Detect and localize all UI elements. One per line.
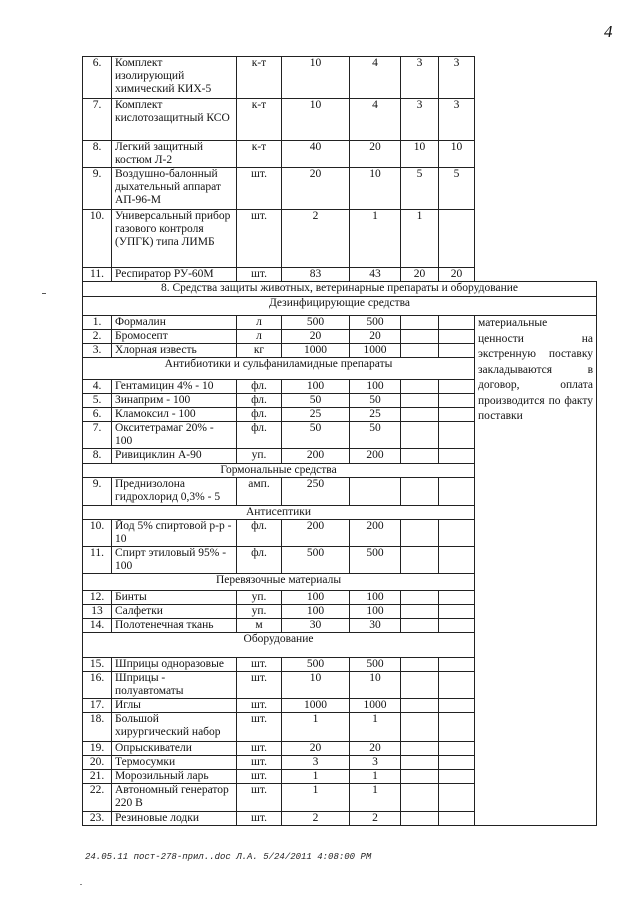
quantity-1: 30 <box>282 619 350 633</box>
document-footer: 24.05.11 пост-278-прил..doc Л.А. 5/24/2011 4:08:00 PM <box>85 852 372 862</box>
row-number: 9. <box>83 478 112 506</box>
unit: шт. <box>237 672 282 699</box>
quantity-1: 3 <box>282 756 350 770</box>
item-name: Иглы <box>112 699 237 713</box>
quantity-2: 1000 <box>350 344 401 358</box>
quantity-2: 1 <box>350 770 401 784</box>
quantity-3: 20 <box>401 268 439 282</box>
table-row <box>83 168 597 210</box>
row-number: 7. <box>83 99 112 141</box>
unit: фл. <box>237 380 282 394</box>
table-body <box>83 57 597 826</box>
quantity-1: 500 <box>282 658 350 672</box>
unit: шт. <box>237 784 282 812</box>
quantity-2: 1 <box>350 210 401 268</box>
quantity-1: 500 <box>282 316 350 330</box>
quantity-2: 100 <box>350 605 401 619</box>
quantity-1: 10 <box>282 99 350 141</box>
subsection-title: Дезинфицирующие средства <box>83 297 597 316</box>
row-number: 5. <box>83 394 112 408</box>
quantity-3 <box>401 742 439 756</box>
unit: шт. <box>237 742 282 756</box>
row-number: 20. <box>83 756 112 770</box>
quantity-4 <box>439 713 475 742</box>
quantity-4 <box>439 699 475 713</box>
row-number: 6. <box>83 408 112 422</box>
quantity-1: 1000 <box>282 699 350 713</box>
item-name: Комплект кислотозащитный КСО <box>112 99 237 141</box>
quantity-4 <box>439 672 475 699</box>
item-name: Окситетрамаг 20% - 100 <box>112 422 237 449</box>
quantity-3 <box>401 380 439 394</box>
quantity-3: 3 <box>401 57 439 99</box>
quantity-1: 1 <box>282 713 350 742</box>
quantity-3 <box>401 591 439 605</box>
row-number: 7. <box>83 422 112 449</box>
quantity-4 <box>439 756 475 770</box>
table-row <box>83 141 597 168</box>
quantity-2: 100 <box>350 380 401 394</box>
quantity-2: 43 <box>350 268 401 282</box>
quantity-1: 200 <box>282 520 350 547</box>
quantity-4: 3 <box>439 99 475 141</box>
quantity-4 <box>439 619 475 633</box>
row-number: 11. <box>83 547 112 574</box>
quantity-2: 1 <box>350 713 401 742</box>
scan-speck <box>80 884 82 885</box>
unit: фл. <box>237 408 282 422</box>
row-number: 22. <box>83 784 112 812</box>
subsection-title: Антибиотики и сульфаниламидные препараты <box>83 358 475 380</box>
quantity-1: 250 <box>282 478 350 506</box>
quantity-4 <box>439 658 475 672</box>
quantity-1: 200 <box>282 449 350 464</box>
quantity-1: 500 <box>282 547 350 574</box>
item-name: Ривициклин А-90 <box>112 449 237 464</box>
quantity-4: 5 <box>439 168 475 210</box>
item-name: Гентамицин 4% - 10 <box>112 380 237 394</box>
row-number: 8. <box>83 449 112 464</box>
quantity-4 <box>439 812 475 826</box>
item-name: Респиратор РУ-60М <box>112 268 237 282</box>
row-number: 1. <box>83 316 112 330</box>
item-name: Легкий защитный костюм Л-2 <box>112 141 237 168</box>
quantity-2: 4 <box>350 57 401 99</box>
item-name: Зинаприм - 100 <box>112 394 237 408</box>
table-row <box>83 316 597 330</box>
quantity-3 <box>401 330 439 344</box>
unit: фл. <box>237 394 282 408</box>
quantity-4 <box>439 344 475 358</box>
quantity-3 <box>401 394 439 408</box>
quantity-3 <box>401 784 439 812</box>
quantity-2: 2 <box>350 812 401 826</box>
empty-margin <box>475 141 597 168</box>
quantity-2: 4 <box>350 99 401 141</box>
unit: шт. <box>237 210 282 268</box>
unit: шт. <box>237 699 282 713</box>
quantity-3: 5 <box>401 168 439 210</box>
quantity-4 <box>439 478 475 506</box>
quantity-2: 20 <box>350 330 401 344</box>
empty-margin <box>475 210 597 268</box>
unit: к-т <box>237 141 282 168</box>
quantity-4 <box>439 605 475 619</box>
item-name: Формалин <box>112 316 237 330</box>
item-name: Воздушно-балонный дыхательный аппарат АП-96-М <box>112 168 237 210</box>
item-name: Универсальный прибор газового контроля (УПГК) типа ЛИМБ <box>112 210 237 268</box>
empty-margin <box>475 57 597 99</box>
quantity-2: 1000 <box>350 699 401 713</box>
quantity-1: 40 <box>282 141 350 168</box>
quantity-3 <box>401 699 439 713</box>
item-name: Полотенечная ткань <box>112 619 237 633</box>
row-number: 2. <box>83 330 112 344</box>
quantity-3 <box>401 770 439 784</box>
row-number: 18. <box>83 713 112 742</box>
quantity-1: 25 <box>282 408 350 422</box>
row-number: 16. <box>83 672 112 699</box>
quantity-2: 30 <box>350 619 401 633</box>
subsection-title: Оборудование <box>83 633 475 658</box>
quantity-1: 10 <box>282 57 350 99</box>
item-name: Автономный генератор 220 В <box>112 784 237 812</box>
subsection-title: Гормональные средства <box>83 464 475 478</box>
quantity-2 <box>350 478 401 506</box>
quantity-4 <box>439 422 475 449</box>
quantity-2: 20 <box>350 742 401 756</box>
unit: л <box>237 330 282 344</box>
quantity-1: 1000 <box>282 344 350 358</box>
unit: шт. <box>237 812 282 826</box>
quantity-2: 10 <box>350 672 401 699</box>
quantity-4 <box>439 408 475 422</box>
item-name: Спирт этиловый 95% - 100 <box>112 547 237 574</box>
quantity-3 <box>401 478 439 506</box>
row-number: 6. <box>83 57 112 99</box>
quantity-3: 10 <box>401 141 439 168</box>
quantity-2: 50 <box>350 394 401 408</box>
subsection-title: Антисептики <box>83 506 475 520</box>
quantity-4 <box>439 770 475 784</box>
unit: фл. <box>237 547 282 574</box>
item-name: Преднизолона гидрохлорид 0,3% - 5 <box>112 478 237 506</box>
quantity-1: 20 <box>282 330 350 344</box>
table-row <box>83 210 597 268</box>
row-number: 4. <box>83 380 112 394</box>
table-row <box>83 99 597 141</box>
quantity-1: 100 <box>282 591 350 605</box>
quantity-1: 100 <box>282 380 350 394</box>
quantity-4 <box>439 520 475 547</box>
empty-margin <box>475 168 597 210</box>
unit: шт. <box>237 168 282 210</box>
row-number: 14. <box>83 619 112 633</box>
item-name: Шприцы - полуавтоматы <box>112 672 237 699</box>
quantity-2: 3 <box>350 756 401 770</box>
quantity-1: 10 <box>282 672 350 699</box>
row-number: 19. <box>83 742 112 756</box>
quantity-2: 20 <box>350 141 401 168</box>
quantity-4 <box>439 742 475 756</box>
row-number: 13 <box>83 605 112 619</box>
unit: амп. <box>237 478 282 506</box>
row-number: 11. <box>83 268 112 282</box>
quantity-3 <box>401 408 439 422</box>
quantity-2: 500 <box>350 547 401 574</box>
item-name: Резиновые лодки <box>112 812 237 826</box>
quantity-1: 2 <box>282 812 350 826</box>
quantity-3 <box>401 547 439 574</box>
subsection-title: Перевязочные материалы <box>83 574 475 591</box>
quantity-4 <box>439 316 475 330</box>
unit: шт. <box>237 713 282 742</box>
quantity-4 <box>439 380 475 394</box>
quantity-2: 25 <box>350 408 401 422</box>
item-name: Шприцы одноразовые <box>112 658 237 672</box>
delivery-note: материальные ценности на экстренную поставку закладываются в договор, оплата производится по факту поставки <box>475 316 597 826</box>
section-row <box>83 282 597 297</box>
quantity-3 <box>401 449 439 464</box>
item-name: Хлорная известь <box>112 344 237 358</box>
item-name: Морозильный ларь <box>112 770 237 784</box>
table-row <box>83 268 597 282</box>
quantity-3 <box>401 344 439 358</box>
quantity-1: 1 <box>282 770 350 784</box>
quantity-1: 83 <box>282 268 350 282</box>
quantity-4 <box>439 449 475 464</box>
quantity-3: 3 <box>401 99 439 141</box>
item-name: Кламоксил - 100 <box>112 408 237 422</box>
row-number: 10. <box>83 520 112 547</box>
table-row <box>83 57 597 99</box>
quantity-4 <box>439 210 475 268</box>
unit: м <box>237 619 282 633</box>
quantity-2: 10 <box>350 168 401 210</box>
unit: уп. <box>237 591 282 605</box>
quantity-4: 20 <box>439 268 475 282</box>
row-number: 8. <box>83 141 112 168</box>
supplies-table <box>82 56 597 826</box>
quantity-3 <box>401 605 439 619</box>
quantity-4 <box>439 547 475 574</box>
unit: уп. <box>237 605 282 619</box>
margin-mark <box>42 293 46 294</box>
item-name: Термосумки <box>112 756 237 770</box>
quantity-2: 200 <box>350 449 401 464</box>
quantity-2: 200 <box>350 520 401 547</box>
quantity-3 <box>401 658 439 672</box>
quantity-1: 50 <box>282 422 350 449</box>
quantity-2: 100 <box>350 591 401 605</box>
unit: шт. <box>237 268 282 282</box>
row-number: 23. <box>83 812 112 826</box>
row-number: 10. <box>83 210 112 268</box>
quantity-3 <box>401 619 439 633</box>
item-name: Бромосепт <box>112 330 237 344</box>
row-number: 21. <box>83 770 112 784</box>
row-number: 17. <box>83 699 112 713</box>
section-row <box>83 297 597 316</box>
quantity-4 <box>439 591 475 605</box>
item-name: Большой хирургический набор <box>112 713 237 742</box>
quantity-1: 2 <box>282 210 350 268</box>
quantity-1: 20 <box>282 168 350 210</box>
unit: к-т <box>237 99 282 141</box>
page-number: 4 <box>604 22 613 41</box>
row-number: 9. <box>83 168 112 210</box>
quantity-2: 50 <box>350 422 401 449</box>
quantity-3 <box>401 812 439 826</box>
quantity-2: 500 <box>350 658 401 672</box>
unit: уп. <box>237 449 282 464</box>
section-title: 8. Средства защиты животных, ветеринарные препараты и оборудование <box>83 282 597 297</box>
quantity-3 <box>401 520 439 547</box>
quantity-3 <box>401 316 439 330</box>
quantity-4: 3 <box>439 57 475 99</box>
item-name: Опрыскиватели <box>112 742 237 756</box>
unit: шт. <box>237 770 282 784</box>
unit: л <box>237 316 282 330</box>
item-name: Комплект изолирующий химический КИХ-5 <box>112 57 237 99</box>
quantity-3: 1 <box>401 210 439 268</box>
unit: кг <box>237 344 282 358</box>
unit: шт. <box>237 658 282 672</box>
quantity-3 <box>401 713 439 742</box>
quantity-1: 100 <box>282 605 350 619</box>
item-name: Бинты <box>112 591 237 605</box>
quantity-3 <box>401 422 439 449</box>
row-number: 12. <box>83 591 112 605</box>
quantity-4: 10 <box>439 141 475 168</box>
row-number: 3. <box>83 344 112 358</box>
unit: фл. <box>237 520 282 547</box>
empty-margin <box>475 268 597 282</box>
quantity-3 <box>401 672 439 699</box>
unit: шт. <box>237 756 282 770</box>
item-name: Йод 5% спиртовой р-р - 10 <box>112 520 237 547</box>
item-name: Салфетки <box>112 605 237 619</box>
quantity-4 <box>439 394 475 408</box>
quantity-4 <box>439 784 475 812</box>
empty-margin <box>475 99 597 141</box>
row-number: 15. <box>83 658 112 672</box>
quantity-2: 1 <box>350 784 401 812</box>
quantity-1: 1 <box>282 784 350 812</box>
unit: к-т <box>237 57 282 99</box>
unit: фл. <box>237 422 282 449</box>
quantity-1: 50 <box>282 394 350 408</box>
quantity-1: 20 <box>282 742 350 756</box>
quantity-3 <box>401 756 439 770</box>
quantity-4 <box>439 330 475 344</box>
quantity-2: 500 <box>350 316 401 330</box>
